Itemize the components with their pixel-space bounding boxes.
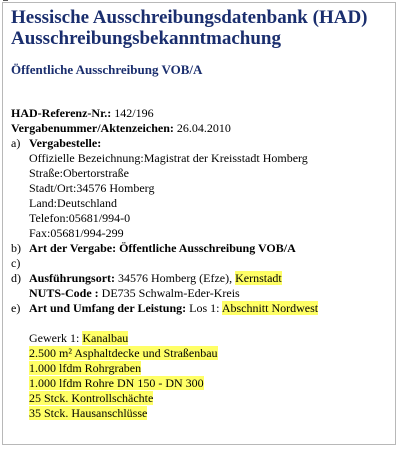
gewerk-item-text: 2.500 m² Asphaltdecke und Straßenbau — [29, 346, 218, 360]
nuts-code-label: NUTS-Code : — [29, 286, 99, 300]
vergabe-number-row — [11, 121, 391, 136]
gewerk-item-text: 1.000 lfdm Rohre DN 150 - DN 300 — [29, 376, 204, 390]
section-a — [11, 136, 391, 151]
section-a-line: Telefon:05681/994-0 — [29, 211, 131, 225]
section-e-highlight: Abschnitt Nordwest — [221, 301, 319, 315]
section-d-marker: d) — [11, 271, 21, 285]
gewerk-item — [11, 346, 391, 361]
reference-block — [11, 106, 391, 136]
section-e-marker: e) — [11, 301, 21, 315]
section-a-marker: a) — [11, 136, 21, 150]
page-title-line1: Hessische Ausschreibungsdatenbank (HAD) — [11, 7, 368, 28]
section-e — [11, 301, 391, 316]
section-b-label: Art der Vergabe: — [29, 241, 117, 255]
gewerk-item — [11, 376, 391, 391]
reference-label: HAD-Referenz-Nr.: — [11, 106, 112, 120]
section-a-line: Offizielle Bezeichnung:Magistrat der Kreisstadt Homberg — [29, 151, 308, 165]
section-c-marker: c) — [11, 256, 21, 270]
gewerk-header — [11, 331, 391, 346]
section-e-value: Los 1: — [189, 301, 220, 315]
gewerk-item — [11, 361, 391, 376]
page-subtitle: Öffentliche Ausschreibung VOB/A — [11, 62, 203, 77]
section-d-text — [29, 271, 282, 286]
section-a-line: Fax:05681/994-299 — [29, 226, 124, 240]
gewerk-item-text: 35 Stck. Hausanschlüsse — [29, 406, 148, 420]
section-d-value: 34576 Homberg (Efze), — [118, 271, 233, 285]
section-b-value: Öffentliche Ausschreibung VOB/A — [119, 241, 296, 255]
spacer — [11, 316, 391, 331]
gewerk-item — [11, 406, 391, 421]
section-b — [11, 241, 391, 256]
document-frame — [2, 2, 396, 445]
section-b-marker: b) — [11, 241, 21, 255]
corner-mark — [3, 0, 8, 1]
gewerk-item — [11, 391, 391, 406]
gewerk-highlight: Kanalbau — [82, 331, 129, 345]
gewerk-label: Gewerk 1: — [29, 331, 80, 345]
section-e-text — [29, 301, 318, 316]
vergabe-number-value: 26.04.2010 — [176, 121, 231, 135]
vergabe-number-label: Vergabenummer/Aktenzeichen: — [11, 121, 174, 135]
section-e-label: Art und Umfang der Leistung: — [29, 301, 187, 315]
nuts-code-row — [11, 286, 391, 301]
section-c — [11, 256, 391, 271]
section-a-line: Stadt/Ort:34576 Homberg — [29, 181, 155, 195]
page-title-line2: Ausschreibungsbekanntmachung — [11, 28, 281, 49]
nuts-code-value: DE735 Schwalm-Eder-Kreis — [101, 286, 240, 300]
document-content — [11, 7, 391, 421]
section-a-label: Vergabestelle: — [29, 136, 102, 150]
section-a-line: Straße:Obertorstraße — [29, 166, 129, 180]
section-d-label: Ausführungsort: — [29, 271, 116, 285]
reference-value: 142/196 — [114, 106, 154, 120]
section-d — [11, 271, 391, 286]
gewerk-item-text: 1.000 lfdm Rohrgraben — [29, 361, 142, 375]
reference-row — [11, 106, 391, 121]
section-b-text — [29, 241, 296, 256]
gewerk-item-text: 25 Stck. Kontrollschächte — [29, 391, 154, 405]
section-d-highlight: Kernstadt — [235, 271, 282, 285]
section-a-line: Land:Deutschland — [29, 196, 117, 210]
